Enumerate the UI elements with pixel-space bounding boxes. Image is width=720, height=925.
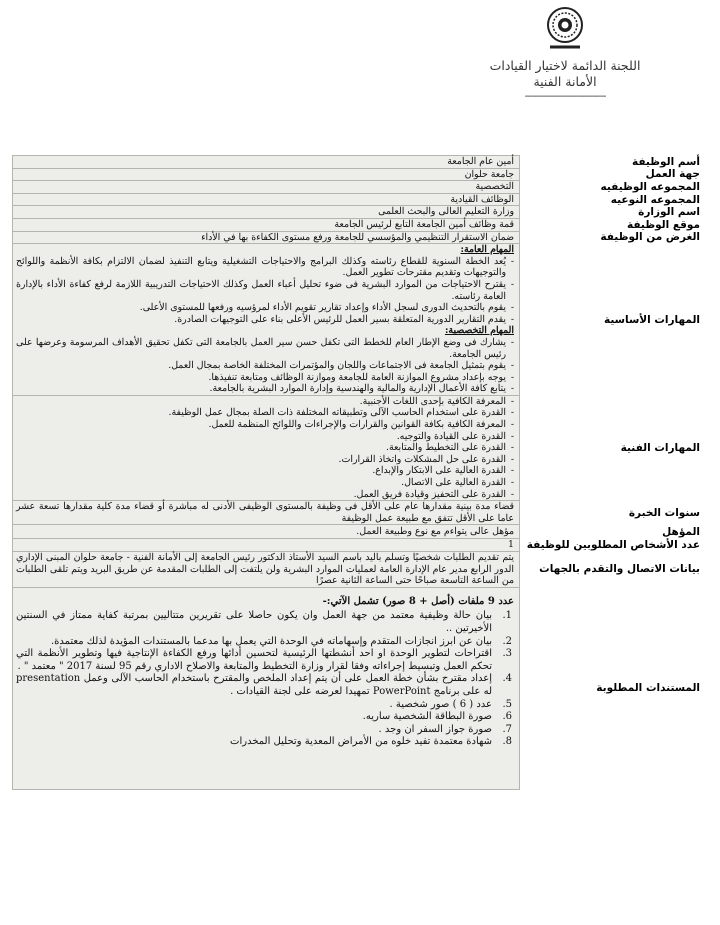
value-ministry: وزارة التعليم العالى والبحث العلمى <box>13 206 520 219</box>
specialized-tasks-list <box>16 337 514 395</box>
documents-list <box>16 610 514 749</box>
header-separator: ------------------------------- <box>524 91 606 102</box>
documents-heading: عدد 9 ملفات (أصل + 8 صور) تشمل الآتي:- <box>322 595 514 607</box>
value-contact: يتم تقديم الطلبات شخصيًا وتسلم باليد باسم السيد الأستاذ الدكتور رئيس الجامعة إلى الأمانة الفنية - جامعة حلوان المبنى الإداري الدور الرابع مدير عام الإدارة العامة لعمليات الموارد البشرية ولن يلتفت إلى الطلبات المقدمة عن طريق البريد ويتم تلقى الطلبات من الساعة التاسعة صباحًا حتى الساعة الثانية عصرًا <box>13 552 520 588</box>
label-basic-skills: المهارات الأساسية <box>604 313 700 326</box>
general-tasks-list <box>16 256 514 326</box>
row-technical-skills <box>13 395 713 500</box>
label-job-purpose: الغرض من الوظيفة <box>600 231 700 244</box>
row-required-count <box>13 539 713 552</box>
list-item: بيان عن ابرز انجازات المتقدم وإسهاماته في الوحدة التي يعمل بها مدعما بالمستندات المؤيدة لذلك معتمدة. <box>50 635 492 647</box>
value-job-group: التخصصية <box>13 181 520 194</box>
list-item: - يقوم بالتحديث الدورى لسجل الأداء وإعداد تقارير تقويم الأداء لمرؤسيه ورفعها للمستوى الأعلى. <box>16 302 514 314</box>
row-ministry <box>13 206 713 219</box>
row-qualitative-group <box>13 193 713 206</box>
label-job-title: أسم الوظيفة <box>631 155 700 168</box>
row-job-group <box>13 181 713 194</box>
label-experience: سنوات الخبرة <box>628 506 700 519</box>
list-item: اقتراحات لتطوير الوحدة او احد أنشطتها الرئيسية لتحسين أدائها ورفع الكفاءة الإنتاجية فيها وتطوير الأنظمة التي تحكم العمل وتبسيط إجراءاته وفقا لقرار وزارة التخطيط والمتابعة والاصلاح الاداري رقم 95 لسنة 2017 " معتمد " . <box>16 648 492 672</box>
list-item: - المعرفة الكافية بإحدى اللغات الأجنبية. <box>16 396 514 408</box>
row-experience <box>13 501 713 525</box>
committee-name: اللجنة الدائمة لاختيار القيادات <box>489 58 641 73</box>
label-employer: جهة العمل <box>645 168 700 181</box>
list-item: - يقترح الاحتياجات من الموارد البشرية فى ضوء تحليل أعباء العمل وكذلك الاحتياجات التدريبية اللازمة لرفع كفاءة الأداء بالإدارة العامة رئاسته. <box>16 279 514 302</box>
secretariat-name: الأمانة الفنية <box>533 74 597 89</box>
list-item: - يُعد الخطة السنوية للقطاع رئاسته وكذلك البرامج والاحتياجات التشغيلية ويتابع التنفيذ لضمان الالتزام بكافة الأنظمة واللوائح والتوجيهات وتقديم مقترحات تطوير العمل. <box>16 256 514 279</box>
value-job-title: أمين عام الجامعة <box>13 156 520 169</box>
list-item: - القدرة العالية على الاتصال. <box>16 477 514 489</box>
value-required-count: 1 <box>13 539 520 552</box>
technical-skills-list <box>16 396 514 500</box>
row-job-purpose <box>13 231 713 244</box>
value-basic-skills <box>13 244 520 396</box>
row-job-title <box>13 156 713 169</box>
list-item: بيان حالة وظيفية معتمد من جهة العمل وان يكون حاصلا على تقريرين متتاليين بمرتبة كفاية ممتاز في السنتين الأخيرتين .. <box>16 610 492 634</box>
list-item: - يوجه بإعداد مشروع الموازنة العامة للجامعة وموازنة الوظائف ومتابعة تنفيذها. <box>16 372 514 384</box>
list-item: - المعرفة الكافية بكافة القوانين والقرارات والإجراءات واللوائح المنظمة للعمل. <box>16 419 514 431</box>
list-item: - القدرة العالية على الابتكار والإبداع. <box>16 465 514 477</box>
label-required-count: عدد الأشخاص المطلوبين للوظيفة <box>526 539 700 552</box>
row-job-location <box>13 218 713 231</box>
value-experience: قضاء مدة بينية مقدارها عام على الأقل فى وظيفة بالمستوى الوظيفى الأدنى له مباشرة أو قضاء مدة كلية مقدارها تسعة عشر عاما على الأقل تتفق مع طبيعة عمل الوظيفة <box>13 501 520 525</box>
list-item: - القدرة على القيادة والتوجيه. <box>16 431 514 443</box>
list-item: - يشارك فى وضع الإطار العام للخطط التى تكفل حسن سير العمل بالجامعة التى تكفل تحقيق الأهداف المرسومة وعرضها على رئيس الجامعة. <box>16 337 514 360</box>
row-qualification <box>13 525 713 539</box>
label-qualification: المؤهل <box>662 525 700 538</box>
list-item: - يقدم التقارير الدورية المتعلقة بسير العمل للرئيس الأعلى بناء على التوجيهات الصادرة. <box>16 314 514 326</box>
label-job-group: المجموعه الوظيفيه <box>600 180 700 193</box>
value-documents <box>13 587 520 789</box>
label-ministry: اسم الوزارة <box>638 206 700 219</box>
list-item: شهادة معتمدة تفيد خلوه من الأمراض المعدية وتحليل المخدرات <box>230 736 492 748</box>
row-contact <box>13 552 713 588</box>
value-qualitative-group: الوظائف القيادية <box>13 193 520 206</box>
list-item: صورة جواز السفر ان وجد . <box>378 723 492 735</box>
list-item: - القدرة على التخطيط والمتابعة. <box>16 442 514 454</box>
value-qualification: مؤهل عالى يتواءم مع نوع وطبيعة العمل. <box>13 525 520 539</box>
value-technical-skills <box>13 395 520 500</box>
label-contact: بيانات الاتصال والتقدم بالجهات <box>539 563 700 576</box>
label-qualitative-group: المجموعه النوعيه <box>610 193 700 206</box>
list-item: إعداد مقترح بشأن خطة العمل على أن يتم إعداد الملخص والمقترح باستخدام الحاسب الآلى وعمل presentation له على برنامج PowerPoint تمهيدا لعرضه على لجنة القيادات . <box>16 673 492 697</box>
job-description-table <box>12 155 712 790</box>
label-job-location: موقع الوظيفة <box>626 218 700 231</box>
letterhead <box>470 4 660 104</box>
label-documents: المستندات المطلوبة <box>596 682 700 695</box>
list-item: عدد ( 6 ) صور شخصية . <box>389 698 492 710</box>
specialized-tasks-heading: المهام التخصصية: <box>444 325 514 337</box>
list-item: - القدرة على استخدام الحاسب الآلى وتطبيقاته المختلفة ذات الصلة بمجال عمل الوظيفة. <box>16 407 514 419</box>
row-basic-skills <box>13 244 713 396</box>
general-tasks-heading: المهام العامة: <box>460 244 514 256</box>
value-employer: جامعة حلوان <box>13 168 520 181</box>
list-item: صورة البطاقة الشخصية ساريه. <box>362 711 492 723</box>
university-logo-icon <box>542 4 588 54</box>
list-item: - القدرة على التحفيز وقيادة فريق العمل. <box>16 489 514 501</box>
value-job-purpose: ضمان الاستقرار التنظيمي والمؤسسي للجامعة ورفع مستوى الكفاءة بها في الأداء <box>13 231 520 244</box>
list-item: - يتابع كافة الأعمال الإدارية والمالية والهندسية وإدارة الموارد البشرية بالجامعة. <box>16 383 514 395</box>
list-item: - يقوم بتمثيل الجامعة فى الاجتماعات واللجان والمؤتمرات المختلفة الخاصة بمجال العمل. <box>16 360 514 372</box>
row-documents <box>13 587 713 789</box>
label-technical-skills: المهارات الفنية <box>620 442 700 455</box>
value-job-location: قمة وظائف أمين الجامعة التابع لرئيس الجامعة <box>13 218 520 231</box>
row-employer <box>13 168 713 181</box>
list-item: - القدرة على حل المشكلات واتخاذ القرارات. <box>16 454 514 466</box>
